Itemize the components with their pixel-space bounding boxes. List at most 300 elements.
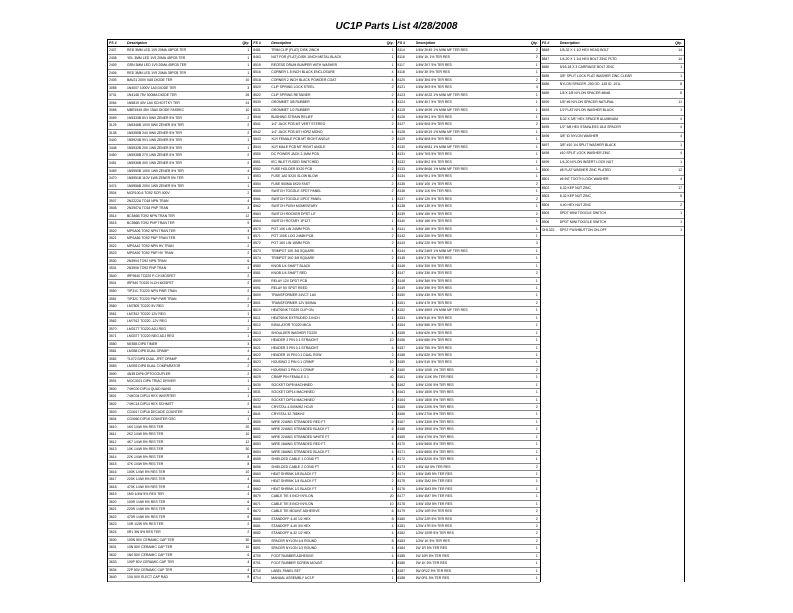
table-row — [108, 537, 251, 545]
table-row — [108, 499, 251, 507]
part-quantity: 3 — [247, 206, 250, 211]
table-row — [397, 188, 540, 195]
part-description: WIRE 22AWG STRANDED WHITE FT — [271, 434, 330, 439]
part-quantity: 1 — [535, 256, 538, 261]
table-row — [397, 166, 540, 173]
table-row — [397, 278, 540, 285]
part-number: 3520 — [109, 228, 117, 233]
part-quantity: 10 — [389, 360, 394, 365]
part-number: 8481 — [253, 48, 261, 52]
table-row — [252, 196, 395, 203]
part-number: 8177 — [397, 494, 406, 499]
part-quantity: 1 — [535, 62, 538, 67]
part-description: 1/4W 56K 5% TER RES — [415, 323, 452, 328]
table-row — [108, 213, 251, 221]
part-description: HEATSINK EXTRUDED 3 INCH — [271, 315, 320, 320]
part-number: 8129 — [397, 137, 406, 142]
part-description: WIRE 22AWG STRANDED BLACK FT — [271, 427, 330, 432]
table-row — [108, 431, 251, 439]
part-description: LM7812 TO220 12V REG — [127, 311, 166, 316]
part-number: 8123 — [397, 92, 406, 97]
part-description: GROMMET 1/2 RUBBER — [271, 107, 310, 112]
part-quantity: 1 — [391, 576, 394, 581]
table-row — [397, 285, 540, 292]
part-quantity: 10 — [245, 108, 250, 113]
part-number: 8186 — [397, 561, 406, 566]
part-quantity: 3 — [535, 241, 538, 246]
part-description: 3W 0R22 5% TER RES — [415, 568, 452, 573]
part-number: 8135 — [397, 181, 406, 186]
part-description: 1/4-20 NYLON INSERT LOCK NUT — [559, 159, 614, 164]
part-quantity: 1 — [535, 553, 538, 558]
part-quantity: 1 — [247, 183, 250, 188]
table-row — [108, 514, 251, 522]
part-quantity: 1 — [535, 167, 538, 171]
part-number: 3571 — [109, 334, 117, 339]
part-number: 8149 — [397, 286, 406, 290]
table-row — [108, 356, 251, 364]
part-number: 8114 — [397, 48, 405, 52]
part-number: 8554 — [253, 181, 261, 186]
part-number: 8136 — [397, 189, 406, 194]
part-description: LM317T TO220 ADJ REG — [127, 326, 167, 331]
part-quantity: 1 — [535, 449, 538, 454]
part-number: 8504 — [541, 202, 550, 207]
part-quantity: 2 — [391, 181, 394, 186]
part-number: 3522 — [109, 243, 117, 248]
part-quantity: 1 — [391, 55, 394, 60]
part-number: 8682 — [253, 531, 261, 536]
part-description: 2N3904 TO92 NPN TRAN — [127, 258, 167, 263]
part-quantity: 4 — [391, 226, 394, 231]
part-number: 8563 — [253, 211, 261, 216]
table-row — [252, 464, 395, 471]
part-quantity: 1 — [680, 211, 682, 216]
part-description: INSULATOR TO220 MICA — [271, 323, 311, 328]
part-description: 1/4W 68K 5% TER RES — [415, 338, 452, 343]
part-number: 8560 — [253, 189, 261, 194]
part-quantity: 1 — [247, 417, 250, 422]
part-quantity: 2 — [391, 114, 394, 119]
part-description: 1/4W 13K 5% TER RES — [415, 204, 452, 209]
part-description: 1/4W 2K7 5% TER RES — [415, 62, 452, 67]
table-row — [541, 107, 684, 116]
table-row — [108, 205, 251, 213]
part-description: 3/8" ID NYLON WASHER — [559, 133, 599, 138]
part-quantity: 2 — [535, 48, 538, 52]
table-row — [252, 159, 395, 166]
table-row — [108, 130, 251, 138]
part-quantity: 2 — [247, 364, 250, 369]
part-quantity: 3 — [247, 85, 250, 90]
part-number: 8480 — [541, 65, 550, 70]
part-quantity: 2 — [535, 271, 538, 276]
part-description: CORNER 1.5 INCH BLACK ENCLOSURE — [271, 70, 335, 75]
part-number: 8550 — [253, 152, 261, 157]
part-quantity: 2 — [535, 524, 538, 528]
part-description: TIP32C TO220 PNP PWR TRAN — [127, 296, 177, 301]
table-row — [252, 255, 395, 262]
part-number: 8612 — [253, 323, 261, 328]
part-number: 8161 — [397, 375, 406, 380]
part-quantity: 6 — [247, 514, 250, 519]
table-row — [252, 77, 395, 84]
table-row — [108, 461, 251, 469]
part-description: HOUSING 2 PIN 0.1 CRIMP — [271, 360, 315, 365]
part-description: CORNER 2 INCH BLACK POWDER COAT — [271, 77, 337, 82]
part-description: 74HC14 DIP14 HEX SCHMITT — [127, 401, 174, 406]
part-number: 8169 — [397, 434, 406, 439]
part-description: 1/4W 1K 1% TER RES — [415, 55, 450, 60]
part-quantity: 2 — [535, 77, 538, 82]
part-number: 3590 — [109, 371, 117, 376]
part-quantity: 8 — [391, 516, 394, 521]
part-description: HEAT SHRINK 1/4 BLACK FT — [271, 479, 317, 484]
part-number: 8137 — [397, 196, 406, 201]
part-description: 1/4W 24K9 1% MINI MF TER RES — [415, 248, 468, 253]
part-quantity: 14 — [678, 48, 682, 52]
table-row — [108, 55, 251, 63]
part-description: 1N5956B 200V 1W5 ZENER 5% TER — [127, 183, 184, 188]
part-description: XLR FEMALE PCB MT RIGHT ANGLE — [271, 137, 330, 142]
table-row — [252, 478, 395, 485]
part-number: 8187 — [397, 568, 406, 573]
table-row — [397, 553, 540, 560]
part-description: 1/4W 22K 5% TER RES — [415, 241, 452, 246]
header-part-number: FS # — [397, 41, 406, 45]
part-description: FUSE 500MA 5X20 FAST — [271, 181, 311, 186]
table-row — [397, 99, 540, 106]
table-row — [397, 411, 540, 418]
header-description: Description — [127, 41, 147, 45]
part-quantity: 1 — [680, 228, 682, 233]
part-description: 100R 1/4W 5% RES TER — [127, 499, 166, 504]
part-quantity: 10 — [245, 545, 250, 550]
part-quantity: 2 — [391, 144, 394, 149]
table-row — [541, 202, 684, 211]
part-number: 8151 — [397, 300, 406, 305]
part-quantity: 6 — [391, 509, 394, 514]
part-number: 8531 — [253, 107, 261, 112]
part-number: 8681 — [253, 524, 261, 528]
part-quantity: 4 — [247, 567, 250, 572]
part-quantity: 1 — [535, 471, 538, 476]
part-number: 8144 — [397, 248, 406, 253]
part-number: 8146 — [397, 263, 406, 268]
part-number: 3614 — [109, 454, 117, 459]
part-quantity: 1 — [535, 494, 538, 499]
part-description: XLR MALE PCB MT RIGHT ANGLE — [271, 144, 326, 149]
part-description: 1/4W 2M2 5% TER RES — [415, 479, 453, 484]
table-row — [108, 363, 251, 371]
part-description: 1/8-32 X 1 1/2 HEX HEAD BOLT — [559, 48, 609, 52]
part-quantity: 2 — [535, 405, 538, 409]
part-quantity: 1 — [535, 323, 538, 328]
table-row — [541, 56, 684, 65]
part-number: 8127 — [397, 122, 406, 127]
table-row — [252, 330, 395, 337]
part-number: 8134 — [397, 174, 406, 179]
part-quantity: 1 — [535, 382, 538, 387]
part-number: 8174 — [397, 471, 406, 476]
part-number: 8623 — [253, 360, 261, 365]
part-description: 1/4W 91K 5% TER RES — [415, 360, 452, 365]
part-description: RED 3MM LED 1V9 20MA 45PCB TER — [127, 48, 187, 52]
part-number: 8632 — [253, 397, 261, 402]
part-number: 3582 — [109, 356, 117, 361]
table-row — [108, 491, 251, 499]
part-number: 8847 — [541, 56, 550, 61]
header-description: Description — [415, 41, 436, 45]
part-description: 1/8 X 1/8 NYLON SPACER #6/#8 — [559, 90, 611, 95]
part-quantity: 2 — [247, 289, 250, 293]
part-description: DPDT MINI TOGGLE SWITCH — [559, 219, 607, 224]
part-quantity: 2 — [535, 538, 538, 543]
part-description: 1/4W 12K 5% TER RES — [415, 196, 452, 201]
table-row — [252, 560, 395, 567]
part-description: HEADER 10 PIN 0.1 DUAL ROW — [271, 352, 322, 357]
part-description: HEADER 3 PIN 0.1 STRAIGHT — [271, 345, 319, 350]
part-description: 1/4W 18K 5% TER RES — [415, 226, 452, 231]
table-row — [108, 559, 251, 567]
part-number: 8611 — [253, 315, 261, 320]
table-row — [541, 210, 684, 219]
part-number: 8502 — [541, 185, 550, 190]
part-number: 8141 — [397, 226, 406, 231]
part-number: 8153 — [397, 315, 406, 320]
table-row — [108, 107, 251, 115]
part-quantity: 3 — [247, 341, 250, 346]
parts-list-table — [107, 39, 685, 582]
part-description: 1/4W 820K 5% TER RES — [415, 457, 454, 462]
table-row — [397, 92, 540, 99]
table-row — [252, 136, 395, 143]
part-description: NE555 DIP8 TIMER — [127, 341, 158, 346]
part-description: 1/4W 8K2 5% TER RES — [415, 159, 452, 164]
part-quantity: 5 — [680, 194, 682, 199]
part-quantity: 4 — [391, 442, 394, 447]
table-row — [252, 545, 395, 552]
table-row — [108, 296, 251, 304]
part-quantity: 2 — [247, 153, 250, 158]
part-quantity: 4 — [535, 85, 538, 90]
part-description: 1/4W 100K 1% TER RES — [415, 367, 454, 372]
part-description: LABEL PANEL SET — [271, 568, 301, 573]
part-number: 8120 — [397, 77, 406, 82]
part-number: 8621 — [253, 345, 261, 350]
part-quantity: 1 — [535, 345, 538, 350]
table-row — [108, 100, 251, 108]
part-quantity: 1 — [680, 73, 682, 78]
table-row — [397, 181, 540, 188]
part-description: 1/4W 11K 5% TER RES — [415, 189, 452, 194]
part-description: IEC INLET FUSED SWITCHED — [271, 159, 319, 164]
part-description: 47K 1/4W 5% RES TER — [127, 462, 164, 467]
table-row — [397, 560, 540, 567]
table-row — [108, 454, 251, 462]
part-description: 1N5951B 110V 1W5 ZENER 5% TER — [127, 176, 184, 181]
part-quantity: 30 — [245, 537, 250, 542]
part-number: 3601 — [109, 394, 117, 399]
part-description: LM7805 TO220 5V REG — [127, 304, 164, 309]
part-quantity: 6 — [391, 419, 394, 424]
table-row — [252, 203, 395, 210]
part-quantity: 1 — [247, 48, 250, 52]
part-quantity: 4 — [247, 266, 250, 271]
part-number: 8672 — [253, 509, 261, 514]
table-row — [397, 449, 540, 456]
part-quantity: 1 — [680, 219, 682, 224]
part-number: 3583 — [109, 364, 117, 369]
part-quantity: 6 — [247, 552, 250, 557]
part-description: 1N4148 75V 300MA DIODE TER — [127, 93, 177, 98]
part-quantity: 17 — [678, 185, 682, 190]
part-quantity: 4 — [680, 125, 682, 130]
part-quantity: 2 — [391, 174, 394, 179]
part-description: 22K 1/4W 5% RES TER — [127, 454, 164, 459]
table-row — [108, 175, 251, 183]
part-description: CABLE TIE 8 INCH NYLON — [271, 501, 314, 506]
part-number: 8518 — [253, 77, 261, 82]
part-quantity: 9 — [247, 221, 250, 226]
part-description: LM393 DIP8 DUAL COMPARATOR — [127, 364, 181, 369]
part-number: 3591 — [109, 379, 117, 384]
part-description: LM7912 TO220 -12V REG — [127, 319, 167, 324]
part-description: 1/4W 6K8 5% TER RES — [415, 137, 452, 142]
table-row — [541, 167, 684, 176]
part-quantity: 8 — [247, 575, 250, 580]
table-row — [397, 315, 540, 322]
part-description: POT 100K LOG 24MM PCB — [271, 233, 314, 238]
part-number: 8183 — [397, 538, 406, 543]
part-description: DC POWER JACK 2.1MM PCB — [271, 152, 319, 157]
part-description: 1/2W 47R 5% TER RES — [415, 524, 452, 528]
part-description: 1/4W 33K 5% TER RES — [415, 271, 452, 276]
part-number: 8574 — [253, 256, 261, 261]
part-description: TL072 DIP8 DUAL JFET OPAMP — [127, 356, 177, 361]
part-description: 10K 1/4W 5% RES TER — [127, 447, 164, 452]
table-row — [397, 54, 540, 61]
part-quantity: 4 — [391, 107, 394, 112]
part-number: 2406 — [109, 70, 117, 75]
table-row — [252, 69, 395, 76]
part-description: 1/4W 51K 5% TER RES — [415, 315, 452, 320]
part-number: 8499 — [541, 159, 550, 164]
part-number: 8167 — [397, 419, 406, 424]
part-quantity: 2 — [391, 397, 394, 402]
table-row — [397, 121, 540, 128]
part-description: FUSE 1A0 5X20 SLOW BLOW — [271, 174, 318, 179]
table-row — [252, 315, 395, 322]
part-number: 3474 — [109, 183, 117, 188]
part-quantity: 1 — [535, 486, 538, 491]
part-description: 1/4W 6K81 1% MINI MF TER RES — [415, 144, 468, 149]
part-quantity: 2 — [535, 516, 538, 521]
part-number: 8138 — [397, 204, 406, 209]
table-row — [397, 501, 540, 508]
header-quantity: Qty. — [242, 41, 250, 45]
part-number: 8158 — [397, 352, 406, 357]
part-description: KNOB 1/4 SHAFT BLACK — [271, 263, 311, 268]
part-number: 8591 — [253, 286, 261, 290]
table-row — [541, 73, 684, 82]
table-row — [397, 84, 540, 91]
part-number: 8562 — [253, 204, 261, 209]
part-description: 100N 50V CERAMIC CAP TER — [127, 537, 175, 542]
part-description: 1/4W 3K9 5% TER RES — [415, 85, 452, 90]
part-quantity: 2 — [247, 251, 250, 256]
table-row — [252, 501, 395, 508]
part-description: 1/4W 180K 5% TER RES — [415, 397, 454, 402]
part-description: 1/4W 82K 5% TER RES — [415, 352, 452, 357]
part-number: 8610 — [253, 308, 261, 313]
part-quantity: 4 — [247, 198, 250, 203]
table-row — [397, 69, 540, 76]
part-quantity: 1 — [391, 62, 394, 67]
table-row — [397, 441, 540, 448]
part-description: 1W 1R 5% TER RES — [415, 546, 448, 551]
table-row — [252, 553, 395, 560]
table-row — [108, 168, 251, 176]
table-row — [108, 386, 251, 394]
part-number: 3515 — [109, 221, 117, 226]
part-description: MPSA06 TO92 NPN TRAN TER — [127, 228, 176, 233]
part-description: 1/8" #6 NYLON SPACER NATURAL — [559, 99, 615, 104]
part-quantity: 1 — [247, 70, 250, 75]
part-description: CABLE TIE 4 INCH NYLON — [271, 494, 314, 499]
part-quantity: 1 — [535, 390, 538, 395]
table-row — [397, 523, 540, 530]
part-number: 3521 — [109, 236, 117, 241]
part-description: 1/4W 9K1 5% TER RES — [415, 174, 452, 179]
table-row — [108, 228, 251, 236]
table-row — [397, 486, 540, 493]
table-row — [108, 92, 251, 100]
table-row — [108, 62, 251, 70]
table-row — [108, 333, 251, 341]
part-quantity: 2 — [391, 189, 394, 194]
part-quantity: 2 — [247, 530, 250, 534]
part-number: 8620 — [253, 338, 261, 343]
part-description: SHOULDER WASHER TO220 — [271, 330, 317, 335]
part-number: 8714 — [253, 576, 261, 581]
header-description: Description — [559, 41, 580, 45]
table-row — [397, 196, 540, 203]
table-row — [108, 160, 251, 168]
part-number: 8116 — [397, 55, 405, 60]
part-quantity: 1 — [535, 189, 538, 194]
part-description: 1/4W 3M3 5% TER RES — [415, 486, 453, 491]
part-number: 8552 — [253, 167, 261, 171]
part-quantity: 1 — [247, 319, 250, 324]
table-row — [252, 181, 395, 188]
table-row — [252, 322, 395, 329]
part-number: 8700 — [253, 553, 261, 558]
part-quantity: 6 — [247, 258, 250, 263]
part-number: 3514 — [109, 213, 117, 218]
table-row — [397, 226, 540, 233]
part-description: MPSA56 TO92 PNP TRAN TER — [127, 236, 176, 241]
part-description: 220R 1/4W 5% RES TER — [127, 507, 166, 512]
part-quantity: 40 — [389, 375, 394, 380]
table-row — [108, 250, 251, 258]
part-number: 8651 — [253, 427, 261, 432]
part-quantity: 3 — [247, 228, 250, 233]
part-number: 8710 — [253, 568, 261, 573]
column-header — [397, 39, 540, 47]
part-quantity: 1 — [680, 108, 682, 113]
table-row — [252, 263, 395, 270]
